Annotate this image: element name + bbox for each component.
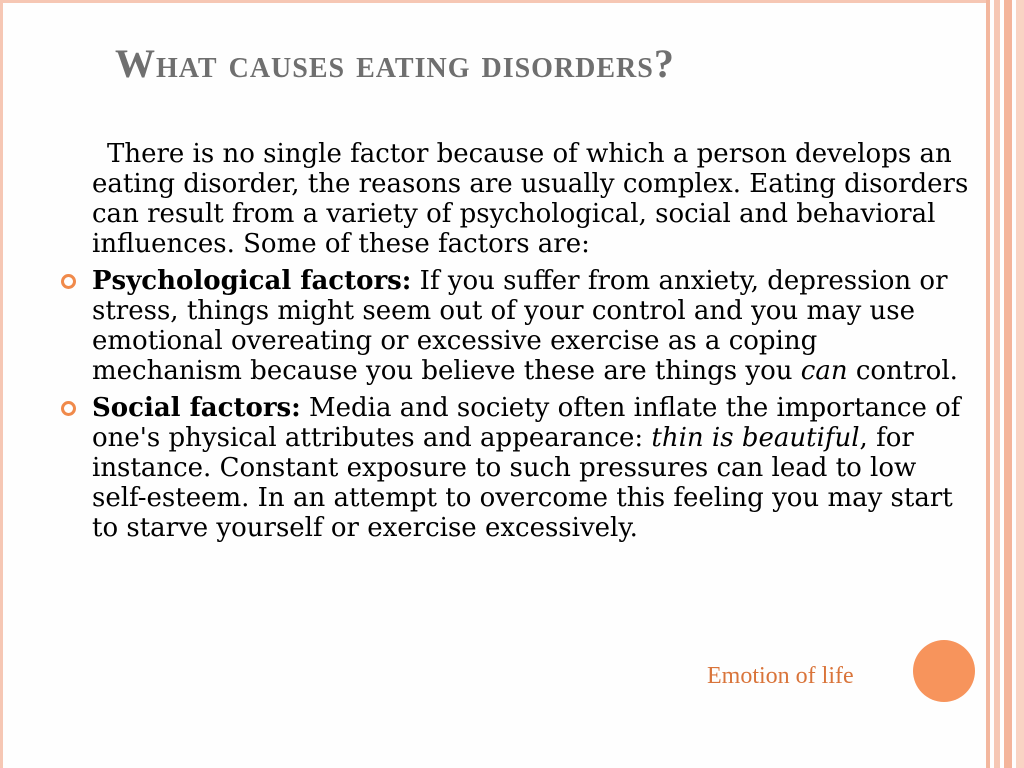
- decorative-stripe: [1016, 0, 1024, 768]
- decorative-stripe: [1004, 0, 1012, 768]
- slide-border-left: [0, 0, 3, 768]
- decorative-stripe: [994, 0, 1000, 768]
- bullet-emphasis: thin is beautiful: [651, 423, 860, 453]
- footer-text: Emotion of life: [707, 663, 854, 689]
- bullet-social: [92, 393, 972, 543]
- slide-body: [92, 139, 972, 543]
- bullet-emphasis: can: [800, 356, 848, 386]
- bullet-psychological: [92, 266, 972, 386]
- slide-border-top: [0, 0, 990, 3]
- bullet-circle-icon: [61, 401, 76, 416]
- bullet-text-end: , for instance. Constant exposure to such pressures can lead to low self-esteem. In an attempt to overcome this feeling you may start to starve yourself or exercise excessively.: [92, 423, 953, 543]
- bullet-heading: Social factors:: [92, 393, 301, 423]
- bullet-circle-icon: [61, 274, 76, 289]
- bullet-text: Media and society often inflate the importance of one's physical attributes and appearance:: [92, 393, 961, 453]
- bullet-text-end: control.: [847, 356, 958, 386]
- bullet-heading: Psychological factors:: [92, 266, 412, 296]
- decorative-stripe: [986, 0, 990, 768]
- slide-title: What causes eating disorders?: [115, 41, 675, 86]
- bullet-text: If you suffer from anxiety, depression or stress, things might seem out of your control and you may use emotional overeating or excessive exercise as a coping mechanism because you believe these are things you: [92, 266, 948, 386]
- intro-paragraph: There is no single factor because of which a person develops an eating disorder, the reasons are usually complex. Eating disorders can result from a variety of psychological, social and behavioral influences. Some of these factors are:: [92, 139, 969, 259]
- decorative-circle: [913, 640, 975, 702]
